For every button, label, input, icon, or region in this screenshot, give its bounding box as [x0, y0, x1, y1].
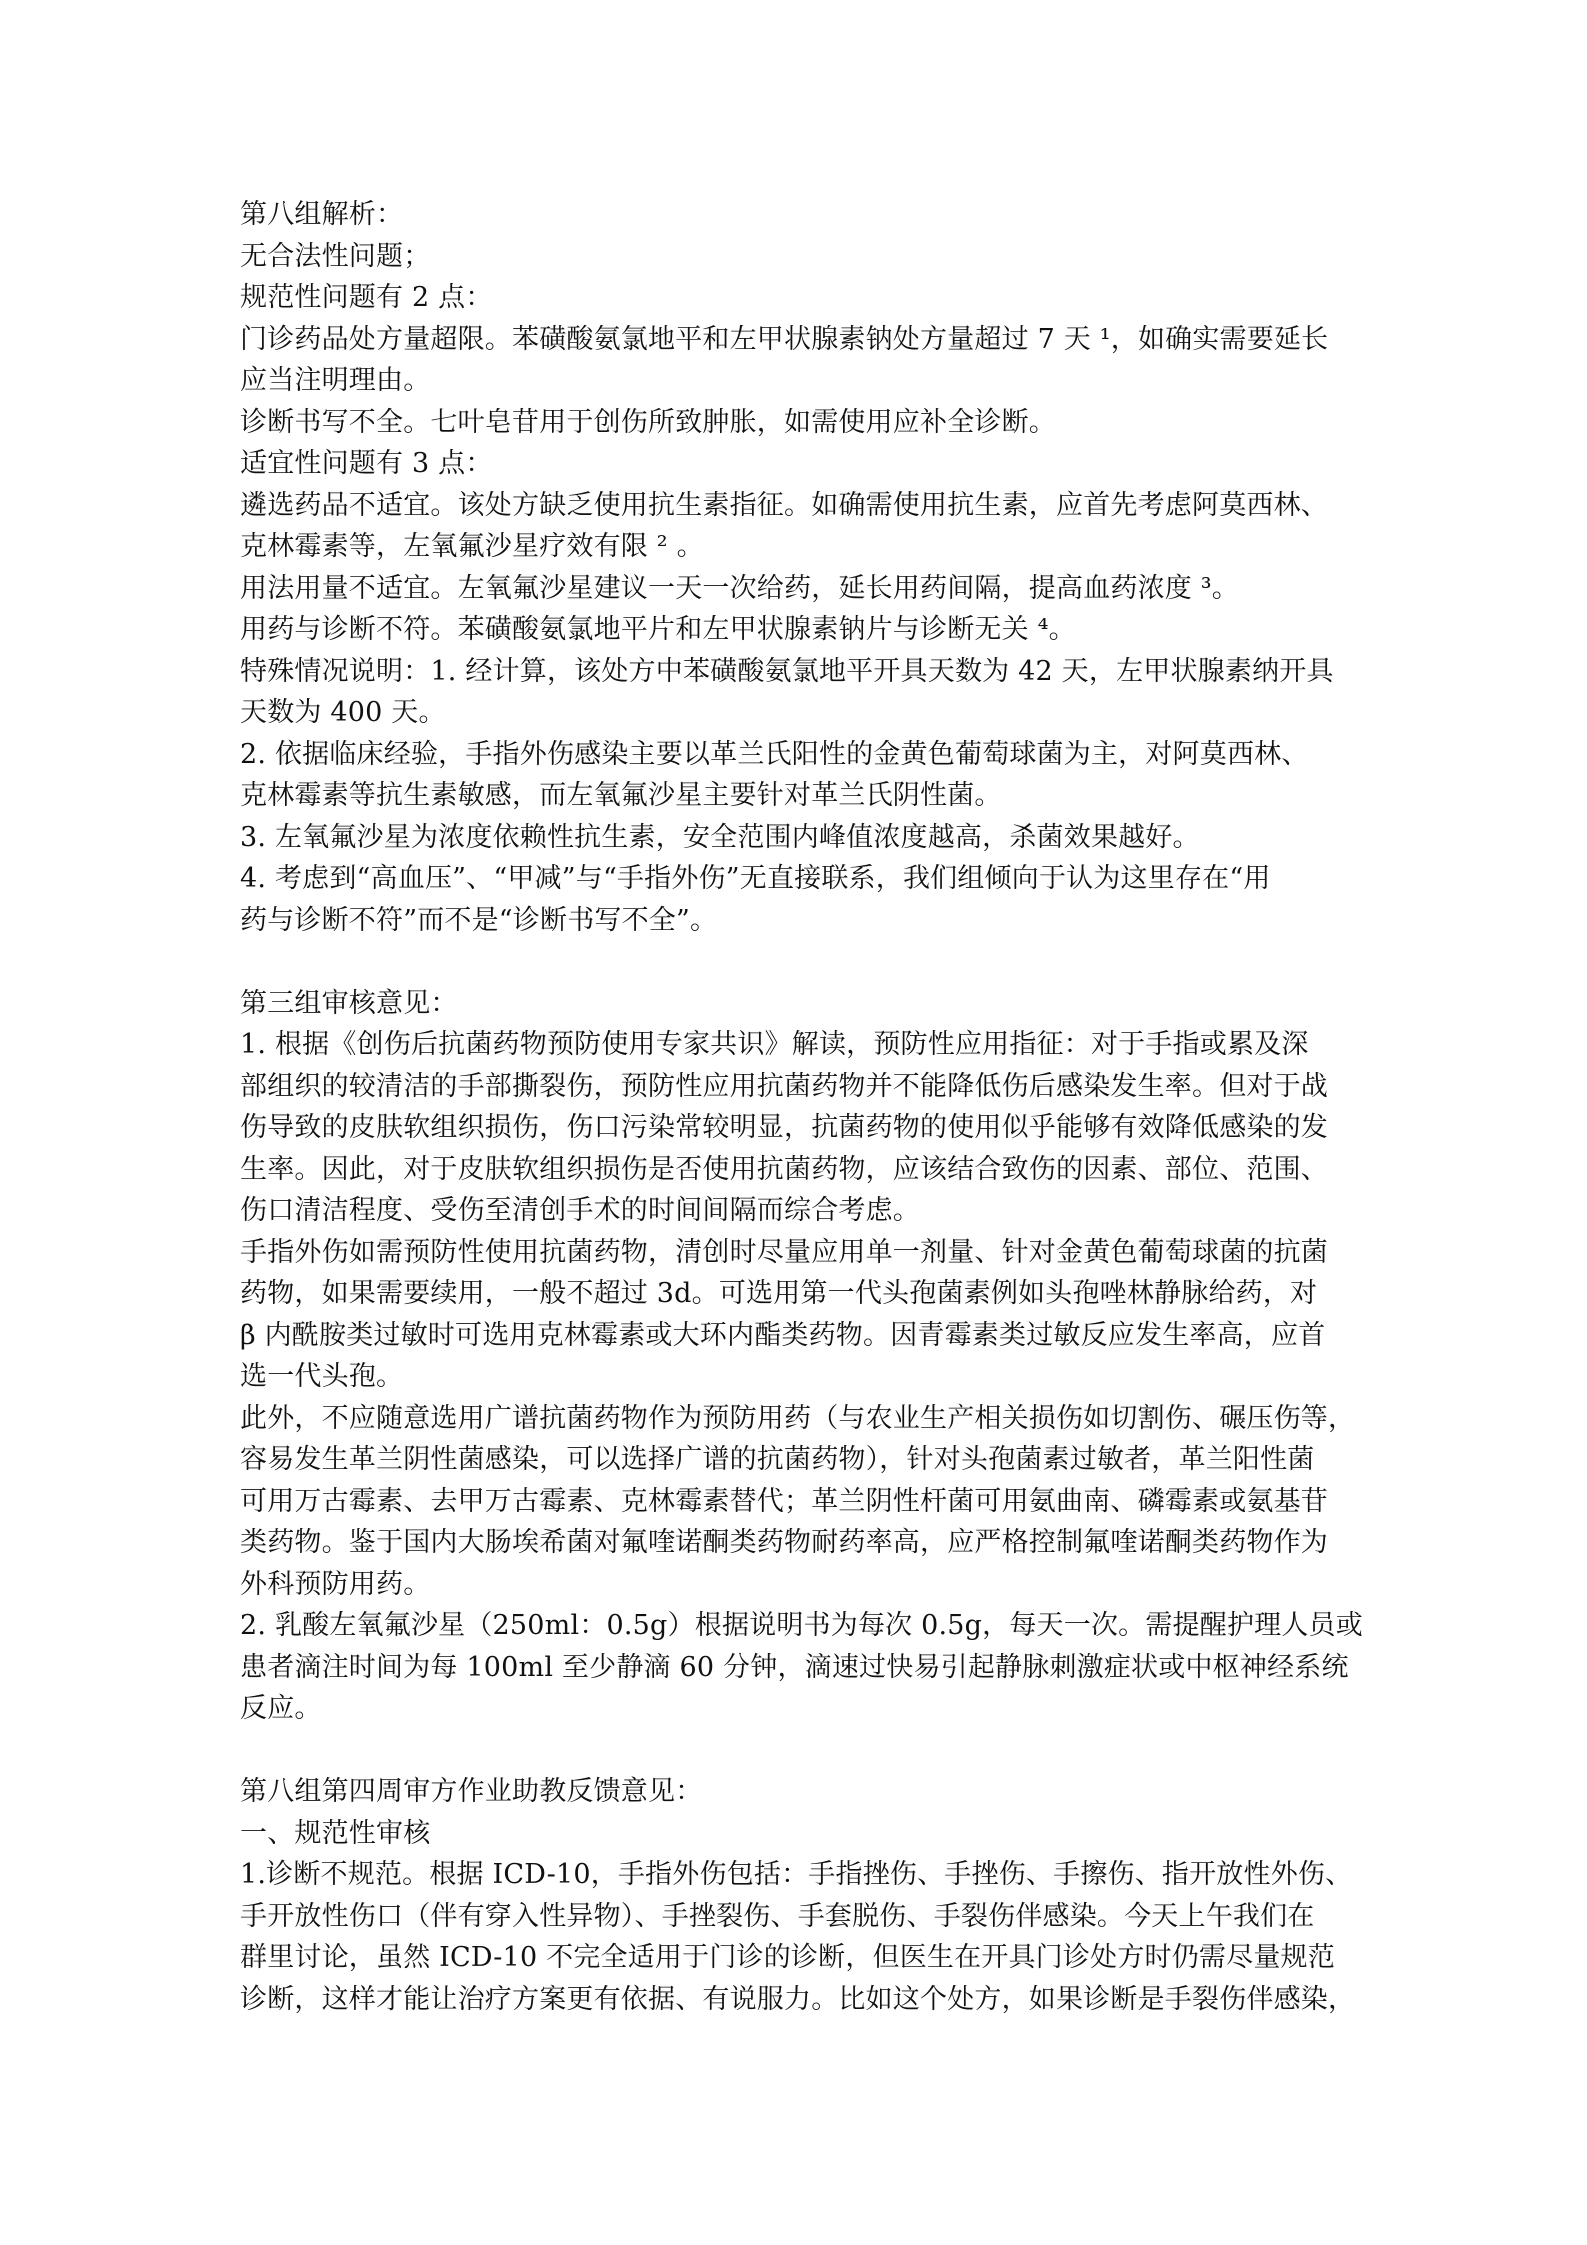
- paragraph-line: 适宜性问题有 3 点：: [240, 448, 493, 479]
- paragraph-line: 用药与诊断不符。苯磺酸氨氯地平片和左甲状腺素钠片与诊断无关 ⁴。: [240, 614, 1076, 645]
- paragraph-line: 2. 依据临床经验，手指外伤感染主要以革兰氏阳性的金黄色葡萄球菌为主，对阿莫西林、: [240, 738, 1309, 770]
- section-spacer: [240, 1730, 1350, 1772]
- paragraph-line: 群里讨论，虽然 ICD-10 不完全适用于门诊的诊断，但医生在开具门诊处方时仍需尽量规范: [240, 1942, 1335, 1973]
- paragraph-line: 手开放性伤口（伴有穿入性异物）、手挫裂伤、手套脱伤、手裂伤伴感染。今天上午我们在: [240, 1900, 1315, 1932]
- paragraph-line: 患者滴注时间为每 100ml 至少静滴 60 分钟，滴速过快易引起静脉刺激症状或中枢神经系统: [240, 1651, 1349, 1683]
- paragraph-line: 4. 考虑到“高血压”、“甲减”与“手指外伤”无直接联系，我们组倾向于认为这里存在“用: [240, 863, 1271, 894]
- section-title: 第三组审核意见：: [240, 987, 458, 1019]
- paragraph-line: 天数为 400 天。: [240, 697, 446, 728]
- paragraph-line: 外科预防用药。: [240, 1568, 431, 1600]
- paragraph-line: 手指外伤如需预防性使用抗菌药物，清创时尽量应用单一剂量、针对金黄色葡萄球菌的抗菌: [240, 1236, 1328, 1268]
- paragraph-line: 部组织的较清洁的手部撕裂伤，预防性应用抗菌药物并不能降低伤后感染发生率。但对于战: [240, 1070, 1328, 1102]
- paragraph-line: 特殊情况说明：1. 经计算，该处方中苯磺酸氨氯地平开具天数为 42 天，左甲状腺素纳开具: [240, 655, 1334, 687]
- paragraph-line: 生率。因此，对于皮肤软组织损伤是否使用抗菌药物，应该结合致伤的因素、部位、范围、: [240, 1153, 1328, 1185]
- paragraph-line: 克林霉素等抗生素敏感，而左氧氟沙星主要针对革兰氏阴性菌。: [240, 780, 1002, 811]
- paragraph-line: 诊断书写不全。七叶皂苷用于创伤所致肿胀，如需使用应补全诊断。: [240, 406, 1056, 438]
- subsection-heading: 一、规范性审核: [240, 1817, 431, 1849]
- paragraph-line: 2. 乳酸左氧氟沙星（250ml：0.5g）根据说明书为每次 0.5g，每天一次。需提醒护理人员或: [240, 1610, 1363, 1641]
- paragraph-line: β 内酰胺类过敏时可选用克林霉素或大环内酯类药物。因青霉素类过敏反应发生率高，应首: [240, 1319, 1326, 1351]
- paragraph-line: 克林霉素等，左氧氟沙星疗效有限 ² 。: [240, 531, 704, 562]
- section-title: 第八组解析：: [240, 199, 404, 230]
- paragraph-line: 规范性问题有 2 点：: [240, 282, 493, 313]
- paragraph-line: 可用万古霉素、去甲万古霉素、克林霉素替代；革兰阴性杆菌可用氨曲南、磷霉素或氨基苷: [240, 1485, 1328, 1517]
- paragraph-line: 应当注明理由。: [240, 365, 431, 396]
- paragraph-line: 反应。: [240, 1693, 322, 1724]
- document-page: [240, 194, 1363, 2020]
- paragraph-line: 无合法性问题；: [240, 240, 431, 272]
- paragraph-line: 门诊药品处方量超限。苯磺酸氨氯地平和左甲状腺素钠处方量超过 7 天 ¹，如确实需要延长: [240, 323, 1329, 355]
- paragraph-line: 用法用量不适宜。左氧氟沙星建议一天一次给药，延长用药间隔，提高血药浓度 ³。: [240, 572, 1240, 604]
- paragraph-line: 遴选药品不适宜。该处方缺乏使用抗生素指征。如确需使用抗生素，应首先考虑阿莫西林、: [240, 489, 1328, 521]
- paragraph-line: 诊断，这样才能让治疗方案更有依据、有说服力。比如这个处方，如果诊断是手裂伤伴感染，: [240, 1983, 1356, 2015]
- paragraph-line: 选一代头孢。: [240, 1361, 404, 1392]
- paragraph-line: 此外，不应随意选用广谱抗菌药物作为预防用药（与农业生产相关损伤如切割伤、碾压伤等，: [240, 1402, 1356, 1434]
- section-title: 第八组第四周审方作业助教反馈意见：: [240, 1776, 703, 1807]
- paragraph-line: 伤口清洁程度、受伤至清创手术的时间间隔而综合考虑。: [240, 1195, 920, 1226]
- paragraph-line: 药与诊断不符”而不是“诊断书写不全”。: [240, 904, 718, 936]
- paragraph-line: 1. 根据《创伤后抗菌药物预防使用专家共识》解读，预防性应用指征：对于手指或累及深: [240, 1029, 1309, 1060]
- paragraph-line: 类药物。鉴于国内大肠埃希菌对氟喹诺酮类药物耐药率高，应严格控制氟喹诺酮类药物作为: [240, 1527, 1328, 1558]
- paragraph-line: 药物，如果需要续用，一般不超过 3d。可选用第一代头孢菌素例如头孢唑林静脉给药，对: [240, 1278, 1318, 1309]
- paragraph-line: 容易发生革兰阴性菌感染，可以选择广谱的抗菌药物），针对头孢菌素过敏者，革兰阳性菌: [240, 1444, 1315, 1475]
- paragraph-line: 1.诊断不规范。根据 ICD-10，手指外伤包括：手指挫伤、手挫伤、手擦伤、指开放性外伤、: [240, 1859, 1353, 1890]
- paragraph-line: 3. 左氧氟沙星为浓度依赖性抗生素，安全范围内峰值浓度越高，杀菌效果越好。: [240, 821, 1200, 853]
- section-spacer: [240, 941, 1350, 983]
- paragraph-line: 伤导致的皮肤软组织损伤，伤口污染常较明显，抗菌药物的使用似乎能够有效降低感染的发: [240, 1112, 1328, 1143]
